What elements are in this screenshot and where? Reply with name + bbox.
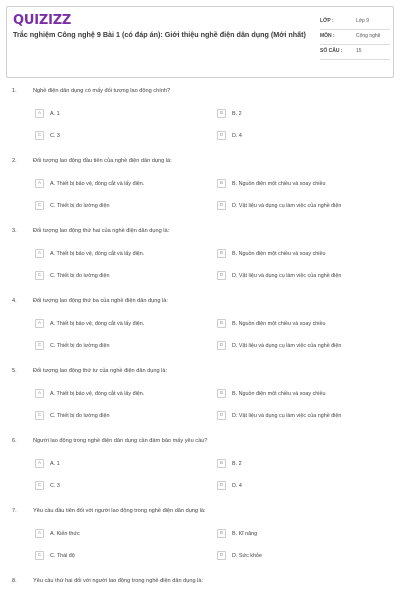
answer-option-a[interactable] [35,319,144,328]
answer-option-c[interactable] [35,551,75,560]
option-text: D. Vật liệu và dụng cụ làm việc của nghề điện [232,272,342,279]
meta-key: SỐ CÂU : [320,48,343,54]
question-item [0,298,400,358]
option-text: B. Nguồn điện một chiều và xoay chiều [232,180,326,187]
answer-option-c[interactable] [35,201,110,210]
meta-key: MÔN : [320,33,335,39]
question-text: Đối tượng lao động thứ hai của nghề điện dân dụng là: [33,228,170,234]
answer-option-d[interactable] [217,341,341,350]
option-text: A. Thiết bị bảo vệ, đóng cắt và lấy điện. [50,180,145,187]
answer-option-a[interactable] [35,179,144,188]
meta-question-count [320,45,390,60]
answer-option-d[interactable] [217,481,242,490]
option-letter-box: A [35,389,44,398]
option-letter-box: A [35,179,44,188]
question-item [0,158,400,218]
question-text: Yêu cầu đầu tiên đối với người lao động trong nghề điện dân dụng là: [33,508,206,514]
option-letter-box: B [217,109,226,118]
option-letter-box: D [217,411,226,420]
option-letter-box: C [35,201,44,210]
question-item [0,578,400,600]
option-text: D. 4 [232,482,242,489]
answer-option-b[interactable] [217,529,257,538]
option-text: C. Thiết bị đo lường điện [50,202,110,209]
question-item [0,438,400,498]
option-letter-box: C [35,341,44,350]
option-text: D. Vật liệu và dụng cụ làm việc của nghề điện [232,342,342,349]
option-letter-box: B [217,319,226,328]
question-number: 4. [12,298,17,304]
option-letter-box: C [35,481,44,490]
option-text: A. 1 [50,460,60,467]
option-text: C. 3 [50,132,60,139]
option-letter-box: D [217,481,226,490]
option-letter-box: D [217,201,226,210]
answer-option-c[interactable] [35,131,60,140]
question-item [0,368,400,428]
option-letter-box: B [217,179,226,188]
question-number: 3. [12,228,17,234]
option-letter-box: D [217,341,226,350]
answer-option-c[interactable] [35,271,110,280]
option-text: A. 1 [50,110,60,117]
question-text: Đối tượng lao động thứ tư của nghề điện dân dụng là: [33,368,168,374]
option-text: D. Vật liệu và dụng cụ làm việc của nghề điện [232,412,342,419]
question-number: 6. [12,438,17,444]
option-letter-box: A [35,319,44,328]
answer-option-c[interactable] [35,341,110,350]
question-text: Người lao động trong nghề điện dân dụng cần đảm bảo mấy yêu cầu? [33,438,208,444]
meta-subject [320,30,390,45]
option-letter-box: B [217,249,226,258]
option-letter-box: C [35,131,44,140]
answer-option-b[interactable] [217,389,326,398]
option-letter-box: D [217,131,226,140]
option-letter-box: C [35,271,44,280]
answer-option-a[interactable] [35,459,60,468]
option-text: B. Nguồn điện một chiều và xoay chiều [232,320,326,327]
option-text: B. 2 [232,460,242,467]
question-text: Đối tượng lao động thứ ba của nghề điện dân dụng là: [33,298,168,304]
option-text: A. Thiết bị bảo vệ, đóng cắt và lấy điện. [50,250,145,257]
option-letter-box: D [217,551,226,560]
answer-option-a[interactable] [35,529,80,538]
answer-option-d[interactable] [217,201,341,210]
page-title: Trắc nghiệm Công nghệ 9 Bài 1 (có đáp án): Giới thiệu nghề điện dân dụng (Mới nhất) [13,30,306,39]
option-text: A. Kiến thức [50,530,80,537]
question-text: Đối tượng lao động đầu tiên của nghề điện dân dụng là: [33,158,172,164]
option-text: B. 2 [232,110,242,117]
meta-value: 15 [356,48,362,54]
answer-option-b[interactable] [217,179,326,188]
question-item [0,228,400,288]
answer-option-a[interactable] [35,109,60,118]
option-letter-box: A [35,109,44,118]
option-letter-box: C [35,551,44,560]
answer-option-b[interactable] [217,319,326,328]
question-text: Nghề điện dân dụng có mấy đối tượng lao động chính? [33,88,171,94]
answer-option-d[interactable] [217,551,262,560]
answer-option-c[interactable] [35,411,110,420]
answer-option-a[interactable] [35,249,144,258]
question-text: Yêu cầu thứ hai đối với người lao động trong nghề điện dân dụng là: [33,578,204,584]
option-letter-box: A [35,459,44,468]
answer-option-b[interactable] [217,109,242,118]
meta-value: Công nghệ [356,33,381,39]
question-item [0,508,400,568]
worksheet-header [6,6,394,78]
option-letter-box: C [35,411,44,420]
question-number: 2. [12,158,17,164]
answer-option-b[interactable] [217,459,242,468]
meta-grade [320,15,390,30]
question-number: 8. [12,578,17,584]
answer-option-b[interactable] [217,249,326,258]
question-number: 1. [12,88,17,94]
worksheet-meta [320,15,390,60]
question-item [0,88,400,148]
option-text: B. Kĩ năng [232,530,258,537]
option-letter-box: B [217,389,226,398]
answer-option-d[interactable] [217,131,242,140]
answer-option-d[interactable] [217,271,341,280]
meta-key: LỚP : [320,18,334,24]
option-text: C. Thái độ [50,552,75,559]
option-letter-box: B [217,459,226,468]
option-letter-box: D [217,271,226,280]
option-text: B. Nguồn điện một chiều và xoay chiều [232,390,326,397]
option-text: A. Thiết bị bảo vệ, đóng cắt và lấy điện. [50,390,145,397]
option-text: D. Sức khỏe [232,552,262,559]
option-text: D. 4 [232,132,242,139]
option-letter-box: B [217,529,226,538]
option-text: A. Thiết bị bảo vệ, đóng cắt và lấy điện. [50,320,145,327]
answer-option-d[interactable] [217,411,341,420]
question-number: 7. [12,508,17,514]
option-text: C. Thiết bị đo lường điện [50,342,110,349]
answer-option-a[interactable] [35,389,144,398]
meta-value: Lớp 9 [356,18,370,24]
option-letter-box: A [35,249,44,258]
option-text: C. Thiết bị đo lường điện [50,272,110,279]
option-text: D. Vật liệu và dụng cụ làm việc của nghề điện [232,202,342,209]
option-text: C. 3 [50,482,60,489]
option-letter-box: A [35,529,44,538]
answer-option-c[interactable] [35,481,60,490]
question-number: 5. [12,368,17,374]
option-text: B. Nguồn điện một chiều và xoay chiều [232,250,326,257]
option-text: C. Thiết bị đo lường điện [50,412,110,419]
quizizz-logo[interactable]: QUIZIZZ [13,13,72,28]
